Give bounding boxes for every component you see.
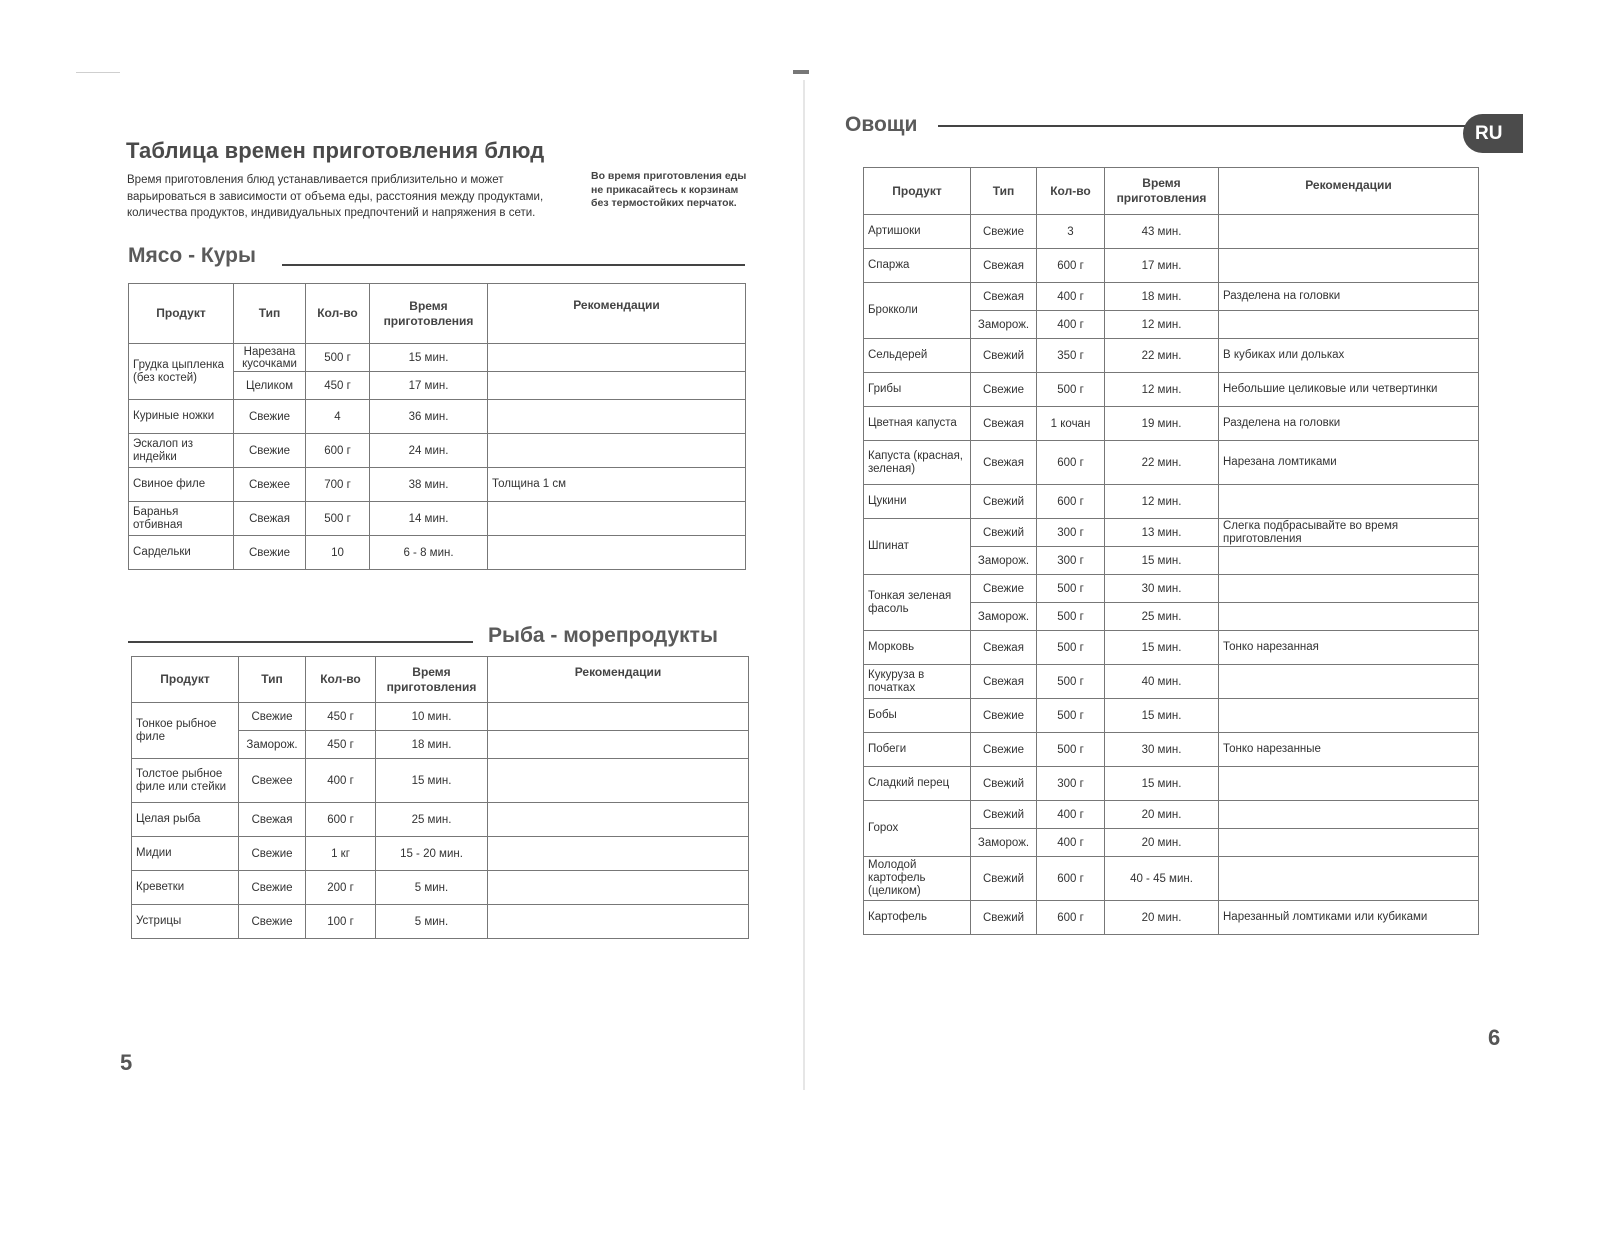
warning-note: Во время приготовления еды не прикасайтесь к корзинам без термостойких перчаток. xyxy=(591,170,747,209)
cell-product: Бобы xyxy=(864,699,971,733)
cell-time: 19 мин. xyxy=(1105,407,1219,441)
header-recommendations: Рекомендации xyxy=(488,284,746,344)
cell-qty: 400 г xyxy=(1037,283,1105,311)
page-number-left: 5 xyxy=(120,1050,133,1075)
table-row xyxy=(132,905,749,939)
table-row xyxy=(864,733,1479,767)
cell-product: Картофель xyxy=(864,901,971,935)
table-row xyxy=(132,803,749,837)
cell-time: 40 мин. xyxy=(1105,665,1219,699)
table-row xyxy=(864,631,1479,665)
cell-recommendation: Нарезана ломтиками xyxy=(1219,441,1479,485)
cell-qty: 500 г xyxy=(1037,603,1105,631)
cell-product: Сладкий перец xyxy=(864,767,971,801)
cell-qty: 400 г xyxy=(1037,311,1105,339)
cell-recommendation xyxy=(488,536,746,570)
table-row xyxy=(864,801,1479,829)
table-row xyxy=(864,699,1479,733)
table-row xyxy=(864,519,1479,547)
cell-time: 18 мин. xyxy=(1105,283,1219,311)
cell-type: Заморож. xyxy=(971,311,1037,339)
table-row xyxy=(864,373,1479,407)
cell-recommendation xyxy=(488,400,746,434)
cell-time: 22 мин. xyxy=(1105,441,1219,485)
cell-qty: 4 xyxy=(306,400,370,434)
cell-time: 15 мин. xyxy=(376,759,488,803)
cell-qty: 400 г xyxy=(1037,801,1105,829)
cell-qty: 3 xyxy=(1037,215,1105,249)
cell-product: Морковь xyxy=(864,631,971,665)
cell-recommendation xyxy=(488,731,749,759)
table-header-row xyxy=(129,284,746,344)
cell-time: 20 мин. xyxy=(1105,901,1219,935)
meat-table xyxy=(128,283,746,570)
cell-recommendation: Слегка подбрасывайте во время приготовления xyxy=(1219,519,1479,547)
table-row xyxy=(864,249,1479,283)
cell-type: Свежая xyxy=(971,665,1037,699)
cell-qty: 300 г xyxy=(1037,547,1105,575)
cell-product: Устрицы xyxy=(132,905,239,939)
cell-qty: 600 г xyxy=(306,803,376,837)
cell-time: 25 мин. xyxy=(1105,603,1219,631)
cell-recommendation xyxy=(1219,665,1479,699)
cell-product: Свиное филе xyxy=(129,468,234,502)
fish-table xyxy=(131,656,749,939)
cell-type: Свежие xyxy=(971,733,1037,767)
cell-time: 15 мин. xyxy=(1105,767,1219,801)
cell-product: Артишоки xyxy=(864,215,971,249)
cell-product: Цветная капуста xyxy=(864,407,971,441)
header-type: Тип xyxy=(234,284,306,344)
cell-type: Свежие xyxy=(234,400,306,434)
cell-product: Тонкое рыбное филе xyxy=(132,703,239,759)
cell-time: 15 мин. xyxy=(1105,547,1219,575)
cell-qty: 600 г xyxy=(1037,441,1105,485)
cell-time: 5 мин. xyxy=(376,871,488,905)
table-header-row xyxy=(132,657,749,703)
table-row xyxy=(864,857,1479,901)
table-row xyxy=(129,434,746,468)
table-row xyxy=(129,468,746,502)
header-qty: Кол-во xyxy=(306,657,376,703)
cell-time: 17 мин. xyxy=(1105,249,1219,283)
cell-qty: 450 г xyxy=(306,703,376,731)
cell-recommendation xyxy=(488,703,749,731)
cell-time: 20 мин. xyxy=(1105,829,1219,857)
cell-qty: 500 г xyxy=(1037,373,1105,407)
cell-time: 6 - 8 мин. xyxy=(370,536,488,570)
cell-qty: 400 г xyxy=(306,759,376,803)
cell-type: Свежие xyxy=(971,699,1037,733)
cell-time: 30 мин. xyxy=(1105,575,1219,603)
cell-product: Грибы xyxy=(864,373,971,407)
cell-type: Нарезана кусочками xyxy=(234,344,306,372)
cell-recommendation xyxy=(488,837,749,871)
header-recommendations: Рекомендации xyxy=(1219,168,1479,215)
cell-type: Свежая xyxy=(971,407,1037,441)
cell-recommendation: Тонко нарезанная xyxy=(1219,631,1479,665)
cell-time: 24 мин. xyxy=(370,434,488,468)
cell-type: Свежие xyxy=(234,434,306,468)
cell-qty: 500 г xyxy=(1037,699,1105,733)
cell-product: Побеги xyxy=(864,733,971,767)
cell-product: Брокколи xyxy=(864,283,971,339)
cell-product: Сардельки xyxy=(129,536,234,570)
cell-recommendation xyxy=(488,502,746,536)
cell-qty: 500 г xyxy=(1037,631,1105,665)
table-row xyxy=(132,837,749,871)
table-row xyxy=(864,901,1479,935)
header-time: Время приготовления xyxy=(1105,168,1219,215)
cell-time: 15 мин. xyxy=(1105,631,1219,665)
cell-time: 20 мин. xyxy=(1105,801,1219,829)
cell-recommendation xyxy=(488,344,746,372)
cell-qty: 1 кочан xyxy=(1037,407,1105,441)
header-qty: Кол-во xyxy=(1037,168,1105,215)
cell-type: Свежая xyxy=(971,283,1037,311)
cell-recommendation xyxy=(488,372,746,400)
cell-product: Капуста (красная, зеленая) xyxy=(864,441,971,485)
header-type: Тип xyxy=(971,168,1037,215)
cell-type: Свежие xyxy=(239,837,306,871)
cell-type: Свежая xyxy=(234,502,306,536)
table-row xyxy=(129,400,746,434)
cell-time: 40 - 45 мин. xyxy=(1105,857,1219,901)
intro-paragraph: Время приготовления блюд устанавливается приблизительно и может варьироваться в зависимости от объема еды, расстояния между продуктами, количества продуктов, индивидуальных предпочтений и напряжения в сети. xyxy=(127,174,544,219)
meat-title-rule xyxy=(282,264,745,266)
cell-type: Свежие xyxy=(971,373,1037,407)
cell-time: 43 мин. xyxy=(1105,215,1219,249)
cell-type: Свежий xyxy=(971,857,1037,901)
cell-recommendation: Нарезанный ломтиками или кубиками xyxy=(1219,901,1479,935)
cell-recommendation xyxy=(1219,249,1479,283)
veg-title-rule xyxy=(938,125,1466,127)
cell-qty: 500 г xyxy=(1037,665,1105,699)
cell-recommendation: Толщина 1 см xyxy=(488,468,746,502)
cell-time: 12 мин. xyxy=(1105,373,1219,407)
cell-recommendation xyxy=(488,434,746,468)
table-row xyxy=(864,407,1479,441)
cell-qty: 500 г xyxy=(306,344,370,372)
cell-qty: 600 г xyxy=(1037,485,1105,519)
cell-type: Заморож. xyxy=(971,603,1037,631)
cell-qty: 600 г xyxy=(1037,857,1105,901)
meat-section-title: Мясо - Куры xyxy=(128,244,256,267)
table-row xyxy=(129,502,746,536)
page-gutter xyxy=(803,80,805,1090)
cell-time: 22 мин. xyxy=(1105,339,1219,373)
table-row xyxy=(864,767,1479,801)
cell-type: Свежая xyxy=(971,441,1037,485)
table-row xyxy=(864,485,1479,519)
cell-time: 13 мин. xyxy=(1105,519,1219,547)
cell-type: Свежее xyxy=(234,468,306,502)
fish-title-rule xyxy=(128,641,473,643)
cell-type: Свежий xyxy=(971,801,1037,829)
cell-type: Свежий xyxy=(971,485,1037,519)
cell-qty: 300 г xyxy=(1037,767,1105,801)
cell-type: Свежая xyxy=(971,631,1037,665)
cell-qty: 600 г xyxy=(1037,901,1105,935)
cell-qty: 100 г xyxy=(306,905,376,939)
cell-qty: 450 г xyxy=(306,731,376,759)
cell-recommendation xyxy=(1219,767,1479,801)
cell-type: Свежая xyxy=(971,249,1037,283)
table-row xyxy=(864,441,1479,485)
cell-type: Свежие xyxy=(971,575,1037,603)
veg-section-title: Овощи xyxy=(845,113,918,136)
cell-time: 38 мин. xyxy=(370,468,488,502)
cell-type: Свежие xyxy=(971,215,1037,249)
cell-recommendation xyxy=(1219,699,1479,733)
table-row xyxy=(132,759,749,803)
cell-type: Свежий xyxy=(971,519,1037,547)
header-qty: Кол-во xyxy=(306,284,370,344)
cell-product: Толстое рыбное филе или стейки xyxy=(132,759,239,803)
cell-type: Свежие xyxy=(239,871,306,905)
cell-recommendation xyxy=(1219,575,1479,603)
cell-qty: 700 г xyxy=(306,468,370,502)
table-row xyxy=(132,703,749,731)
cell-product: Кукуруза в початках xyxy=(864,665,971,699)
cell-qty: 200 г xyxy=(306,871,376,905)
cell-recommendation xyxy=(488,905,749,939)
cell-qty: 300 г xyxy=(1037,519,1105,547)
veg-table xyxy=(863,167,1479,935)
cell-time: 17 мин. xyxy=(370,372,488,400)
cell-product: Молодой картофель (целиком) xyxy=(864,857,971,901)
cell-product: Спаржа xyxy=(864,249,971,283)
cell-recommendation xyxy=(1219,547,1479,575)
cell-type: Свежие xyxy=(239,703,306,731)
header-time: Время приготовления xyxy=(376,657,488,703)
table-row xyxy=(864,283,1479,311)
cell-recommendation xyxy=(1219,485,1479,519)
cell-time: 14 мин. xyxy=(370,502,488,536)
cell-type: Свежий xyxy=(971,901,1037,935)
cell-product: Куриные ножки xyxy=(129,400,234,434)
cell-product: Целая рыба xyxy=(132,803,239,837)
cell-type: Заморож. xyxy=(971,829,1037,857)
cell-time: 36 мин. xyxy=(370,400,488,434)
cell-qty: 10 xyxy=(306,536,370,570)
cell-type: Свежий xyxy=(971,339,1037,373)
header-recommendations: Рекомендации xyxy=(488,657,749,703)
cell-product: Баранья отбивная xyxy=(129,502,234,536)
cell-type: Свежая xyxy=(239,803,306,837)
cell-recommendation xyxy=(1219,311,1479,339)
cell-type: Свежие xyxy=(234,536,306,570)
cell-qty: 350 г xyxy=(1037,339,1105,373)
cell-product: Грудка цыпленка (без костей) xyxy=(129,344,234,400)
table-row xyxy=(864,575,1479,603)
cell-time: 12 мин. xyxy=(1105,311,1219,339)
cell-time: 10 мин. xyxy=(376,703,488,731)
cell-qty: 500 г xyxy=(1037,733,1105,767)
cell-type: Заморож. xyxy=(239,731,306,759)
cell-product: Эскалоп из индейки xyxy=(129,434,234,468)
header-time: Время приготовления xyxy=(370,284,488,344)
cell-recommendation xyxy=(1219,801,1479,829)
table-row xyxy=(132,871,749,905)
cell-type: Свежие xyxy=(239,905,306,939)
table-row xyxy=(129,344,746,372)
cell-recommendation: В кубиках или дольках xyxy=(1219,339,1479,373)
header-product: Продукт xyxy=(864,168,971,215)
cell-recommendation xyxy=(1219,215,1479,249)
cell-recommendation xyxy=(1219,829,1479,857)
cell-time: 5 мин. xyxy=(376,905,488,939)
table-row xyxy=(864,339,1479,373)
table-row xyxy=(864,665,1479,699)
cell-time: 15 - 20 мин. xyxy=(376,837,488,871)
cell-time: 18 мин. xyxy=(376,731,488,759)
table-row xyxy=(129,536,746,570)
cell-recommendation xyxy=(1219,857,1479,901)
cell-type: Свежий xyxy=(971,767,1037,801)
cell-type: Заморож. xyxy=(971,547,1037,575)
cell-time: 25 мин. xyxy=(376,803,488,837)
cell-qty: 500 г xyxy=(306,502,370,536)
cell-recommendation: Небольшие целиковые или четвертинки xyxy=(1219,373,1479,407)
cell-recommendation: Разделена на головки xyxy=(1219,283,1479,311)
cell-product: Шпинат xyxy=(864,519,971,575)
cell-qty: 600 г xyxy=(1037,249,1105,283)
cell-product: Креветки xyxy=(132,871,239,905)
fish-section-title: Рыба - морепродукты xyxy=(488,624,718,647)
language-tab-ru: RU xyxy=(1463,114,1523,153)
cell-recommendation: Разделена на головки xyxy=(1219,407,1479,441)
header-product: Продукт xyxy=(129,284,234,344)
header-type: Тип xyxy=(239,657,306,703)
cell-recommendation xyxy=(488,803,749,837)
cell-qty: 400 г xyxy=(1037,829,1105,857)
page-number-right: 6 xyxy=(1488,1025,1501,1050)
cell-type: Свежее xyxy=(239,759,306,803)
cell-recommendation xyxy=(488,871,749,905)
cell-product: Сельдерей xyxy=(864,339,971,373)
cell-time: 15 мин. xyxy=(1105,699,1219,733)
cell-recommendation: Тонко нарезанные xyxy=(1219,733,1479,767)
table-header-row xyxy=(864,168,1479,215)
cell-time: 30 мин. xyxy=(1105,733,1219,767)
page-title: Таблица времен приготовления блюд xyxy=(126,138,545,163)
cell-qty: 600 г xyxy=(306,434,370,468)
cell-product: Горох xyxy=(864,801,971,857)
cell-product: Мидии xyxy=(132,837,239,871)
cell-product: Цукини xyxy=(864,485,971,519)
cell-qty: 450 г xyxy=(306,372,370,400)
cell-product: Тонкая зеленая фасоль xyxy=(864,575,971,631)
table-row xyxy=(864,215,1479,249)
header-product: Продукт xyxy=(132,657,239,703)
cell-recommendation xyxy=(1219,603,1479,631)
cell-recommendation xyxy=(488,759,749,803)
cell-qty: 500 г xyxy=(1037,575,1105,603)
cell-type: Целиком xyxy=(234,372,306,400)
cell-time: 12 мин. xyxy=(1105,485,1219,519)
cell-time: 15 мин. xyxy=(370,344,488,372)
cell-qty: 1 кг xyxy=(306,837,376,871)
